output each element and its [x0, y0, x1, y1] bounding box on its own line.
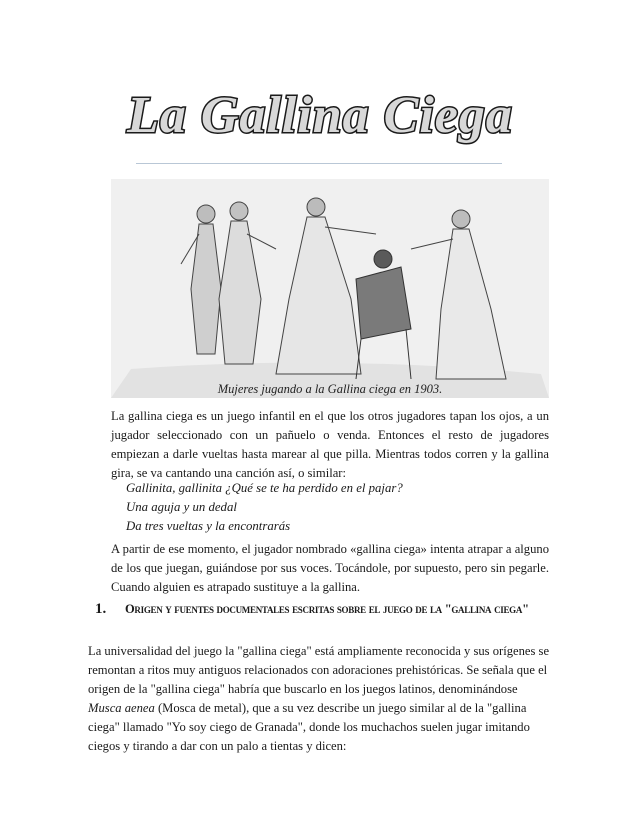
- song-verse: [126, 479, 546, 536]
- origin-text-part1: La universalidad del juego la "gallina ciega" está ampliamente reconocida y sus orígenes se remontan a ritos muy antiguos relacionados con adoraciones prehistóricas. Se señala que el origen de la "gallina ciega" habría que buscarlo en los juegos latinos, denominándose: [88, 644, 550, 696]
- title-text: La Gallina Ciega: [127, 87, 513, 144]
- verse-line: Una aguja y un dedal: [126, 500, 237, 514]
- figure-caption: Mujeres jugando a la Gallina ciega en 1903.: [217, 382, 443, 396]
- section-number: 1.: [95, 601, 107, 617]
- origin-text-part2: (Mosca de metal), que a su vez describe un juego similar al de la "gallina ciega" llamado "Yo soy ciego de Granada", donde los muchachos suelen jugar imitando ciegos y tirando a dar con un palo a tientas y dicen:: [88, 701, 530, 753]
- origin-emphasis: Musca aenea: [88, 701, 155, 715]
- verse-line: Gallinita, gallinita ¿Qué se te ha perdido en el pajar?: [126, 481, 403, 495]
- document-title: [120, 84, 520, 146]
- intro-paragraph: La gallina ciega es un juego infantil en el que los otros jugadores tapan los ojos, a un jugador seleccionado con un pañuelo o venda. Entonces el resto de jugadores empiezan a darle vueltas hasta marear al que pilla. Mientras todos corren y la gallina gira, se va cantando una canción así, o similar:: [111, 409, 549, 480]
- rules-paragraph: A partir de ese momento, el jugador nombrado «gallina ciega» intenta atrapar a alguno de los que juegan, guiándose por sus voces. Tocándole, por supuesto, pero sin pegarle. Cuando alguien es atrapado sustituye a la gallina.: [111, 542, 549, 594]
- section-title: Origen y fuentes documentales escritas sobre el juego de la "gallina ciega": [125, 602, 529, 616]
- illustration: [111, 179, 549, 398]
- origin-paragraph: [88, 642, 550, 756]
- verse-line: Da tres vueltas y la encontrarás: [126, 519, 291, 533]
- title-rule: [136, 163, 502, 164]
